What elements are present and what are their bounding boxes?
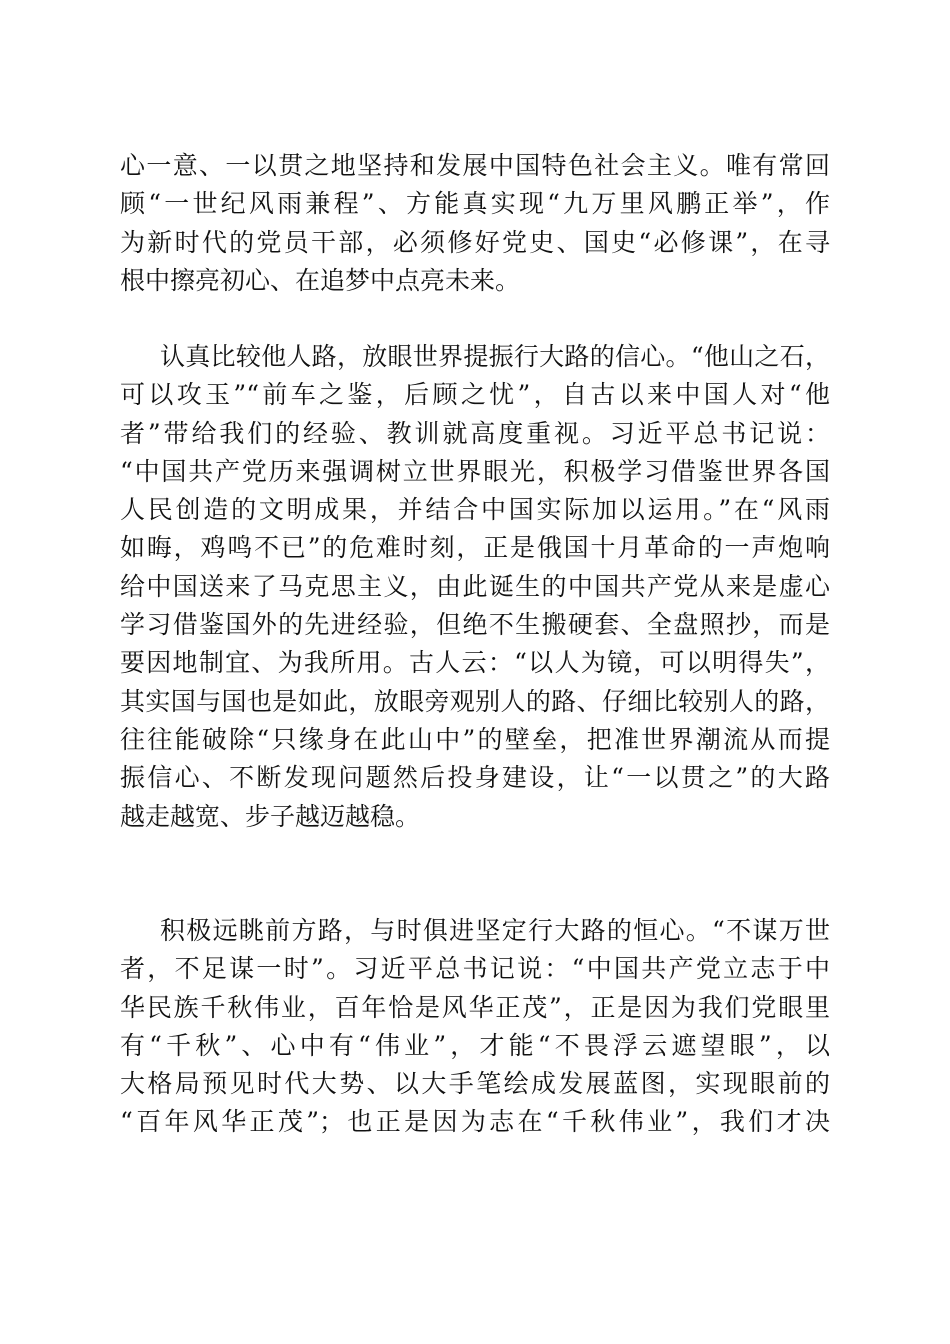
paragraph-line: 振信心、不断发现问题然后投身建设，让“一以贯之”的大路 [120, 763, 830, 793]
paragraph-line: 者”带给我们的经验、教训就高度重视。习近平总书记说： [120, 418, 830, 448]
paragraph-line: 者，不足谋一时”。习近平总书记说：“中国共产党立志于中 [120, 954, 830, 984]
paragraph-line: “百年风华正茂”；也正是因为志在“千秋伟业”，我们才决 [120, 1107, 830, 1137]
paragraph-line: 大格局预见时代大势、以大手笔绘成发展蓝图，实现眼前的 [120, 1069, 830, 1099]
paragraph-line: 越走越宽、步子越迈越稳。 [120, 801, 421, 831]
paragraph-2 [120, 338, 830, 836]
paragraph-line: 其实国与国也是如此，放眼旁观别人的路、仔细比较别人的路， [120, 686, 830, 716]
paragraph-line: 为新时代的党员干部，必须修好党史、国史“必修课”，在寻 [120, 227, 830, 257]
paragraph-line: 往往能破除“只缘身在此山中”的壁垒，把准世界潮流从而提 [120, 724, 830, 754]
paragraph-line: 有“千秋”、心中有“伟业”，才能“不畏浮云遮望眼”，以 [120, 1030, 830, 1060]
paragraph-3 [120, 912, 830, 1142]
paragraph-line: 华民族千秋伟业，百年恰是风华正茂”，正是因为我们党眼里 [120, 992, 830, 1022]
paragraph-line: 心一意、一以贯之地坚持和发展中国特色社会主义。唯有常回 [120, 151, 830, 180]
paragraph-line: 顾“一世纪风雨兼程”、方能真实现“九万里风鹏正举”，作 [120, 189, 830, 219]
paragraph-line: 如晦，鸡鸣不已”的危难时刻，正是俄国十月革命的一声炮响 [120, 533, 830, 563]
paragraph-line: 学习借鉴国外的先进经验，但绝不生搬硬套、全盘照抄，而是 [120, 610, 830, 640]
paragraph-line: 可以攻玉”“前车之鉴，后顾之忧”，自古以来中国人对“他 [120, 380, 830, 410]
paragraph-line: 积极远眺前方路，与时俱进坚定行大路的恒心。“不谋万世 [160, 916, 830, 945]
paragraph-line: 认真比较他人路，放眼世界提振行大路的信心。“他山之石， [160, 342, 830, 371]
paragraph-line: 给中国送来了马克思主义，由此诞生的中国共产党从来是虚心 [120, 571, 830, 601]
paragraph-1 [120, 147, 830, 300]
paragraph-line: 人民创造的文明成果，并结合中国实际加以运用。”在“风雨 [120, 495, 830, 525]
paragraph-line: “中国共产党历来强调树立世界眼光，积极学习借鉴世界各国 [120, 456, 830, 486]
paragraph-line: 根中擦亮初心、在追梦中点亮未来。 [120, 265, 521, 295]
paragraph-line: 要因地制宜、为我所用。古人云：“以人为镜，可以明得失”， [120, 648, 830, 678]
